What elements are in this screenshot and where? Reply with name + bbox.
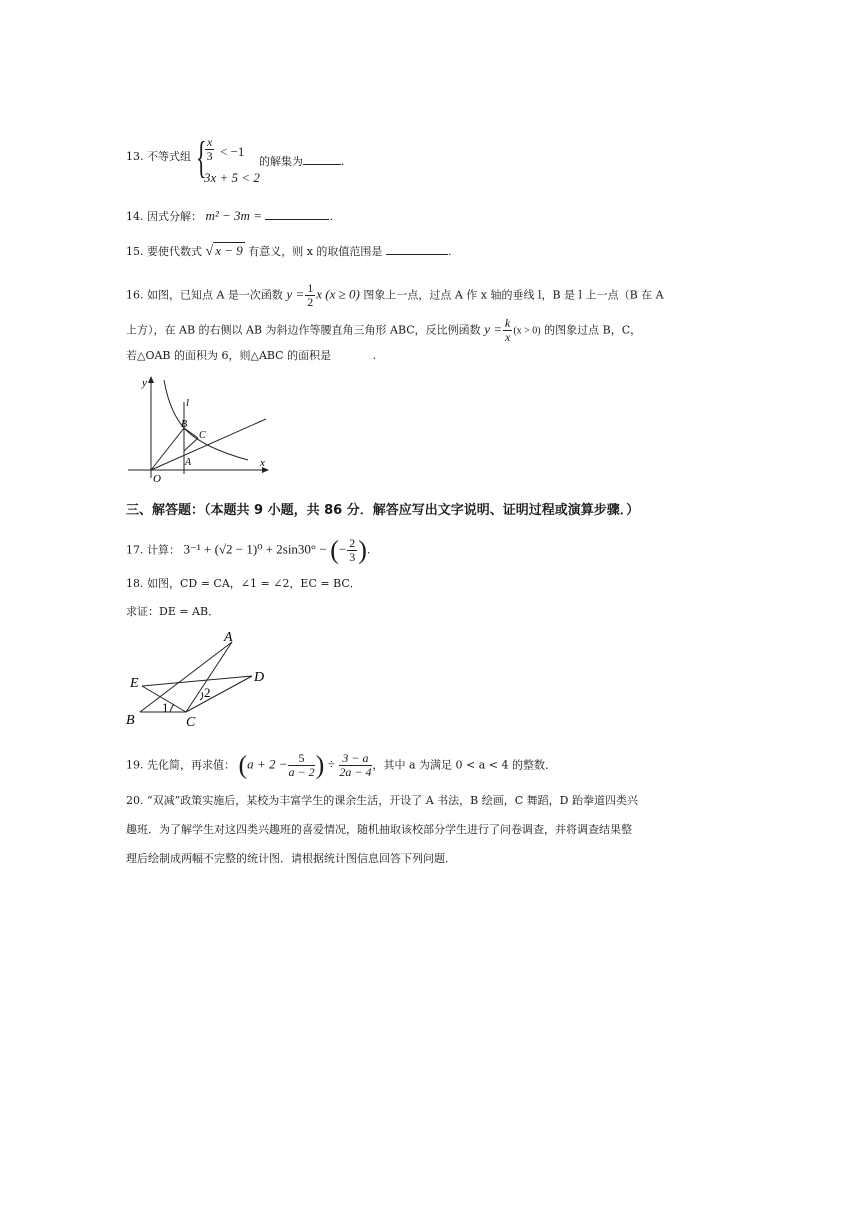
fig18-label-C: C (186, 715, 196, 730)
q19-f1-num: 5 (288, 752, 314, 766)
q19-label: 19. 先化简，再求值： (126, 758, 235, 772)
question-16-line2 (126, 317, 641, 344)
q16-fn-lhs: y = (286, 286, 305, 302)
q15-label: 15. 要使代数式 (126, 245, 202, 258)
question-19 (126, 752, 556, 779)
fig16-label-C: C (199, 430, 206, 441)
q16-after-fn: 图象上一点，过点 A 作 x 轴的垂线 l，B 是 l 上一点（B 在 A (363, 288, 664, 302)
q16-fn-rhs: x (x ≥ 0) (316, 286, 360, 302)
question-18-line2 (126, 605, 219, 619)
fig18-label-D: D (254, 670, 265, 685)
q13-system (196, 133, 266, 188)
q16-fn-num: 1 (307, 281, 314, 295)
segment-CA (186, 642, 232, 712)
q19-f2-num: 3 − a (339, 752, 371, 766)
q13-frac (205, 136, 214, 163)
q17-den: 3 (349, 550, 356, 564)
q16-line2b: 的图象过点 B，C， (544, 323, 642, 337)
fig16-label-l: l (186, 397, 190, 409)
figure-16 (124, 374, 274, 486)
q18-line2: 求证：DE = AB． (126, 605, 220, 618)
q15-end: . (447, 245, 452, 258)
fig18-label-B: B (126, 713, 135, 728)
fig16-label-A: A (185, 457, 192, 468)
q16-line2a: 上方），在 AB 的右侧以 AB 为斜边作等腰直角三角形 ABC，反比例函数 (126, 323, 481, 337)
left-paren-icon: ( (330, 535, 339, 565)
brace-icon: { (196, 133, 207, 182)
q13-num: x (207, 135, 213, 149)
q17-label: 17. 计算： (126, 543, 180, 557)
question-16-line1 (126, 282, 664, 309)
answer-blank (303, 154, 341, 165)
q19-p1: a + 2 − (247, 756, 288, 772)
fig18-label-1: 1 (162, 700, 169, 715)
q16-inv-den: x (504, 330, 511, 344)
q16-fn-den: 2 (307, 295, 314, 309)
q13-rhs1: < −1 (220, 144, 245, 159)
segment-OB (151, 428, 184, 470)
y-axis-arrow-icon (148, 376, 154, 383)
q16-inv-num: k (504, 316, 511, 330)
q13-end: . (341, 155, 345, 168)
question-15 (126, 244, 451, 259)
q19-frac1 (288, 752, 314, 779)
angle-1-arc (170, 704, 174, 712)
question-20 (126, 786, 726, 873)
fig18-label-E: E (130, 676, 139, 691)
q19-frac2 (339, 752, 371, 779)
q17-p1: 3⁻¹ + (√2 − 1)⁰ + 2sin30° − (183, 541, 327, 557)
q20-line: 趣班．为了解学生对这四类兴趣班的喜爱情况，随机抽取该校部分学生进行了问卷调查，并将调查结果整 (126, 823, 632, 836)
hyperbola-curve (164, 380, 248, 460)
fig16-label-O: O (153, 473, 161, 485)
q13-suffix: 的解集为 (259, 155, 303, 168)
right-paren-icon: ) (358, 535, 367, 565)
q14-label: 14. 因式分解： (126, 210, 202, 223)
answer-blank (386, 244, 448, 255)
answer-blank (335, 348, 373, 359)
q19-div: ÷ (327, 756, 335, 772)
q16-line3: 若△OAB 的面积为 6，则△ABC 的面积是 (126, 349, 332, 362)
q20-line: 理后绘制成两幅不完整的统计图．请根据统计图信息回答下列问题． (126, 852, 456, 865)
q14-end: . (329, 210, 333, 223)
fig18-label-2: 2 (204, 685, 211, 700)
segment-BA (140, 642, 232, 712)
figure-18 (120, 626, 280, 732)
section-3-heading: 三、解答题：（本题共 9 小题，共 86 分．解答应写出文字说明、证明过程或演算步骤．） (126, 503, 640, 518)
fig16-axes (128, 378, 268, 478)
right-paren-icon: ) (315, 750, 325, 780)
q19-f1-den: a − 2 (288, 765, 315, 779)
q17-neg: − (338, 541, 347, 557)
q18-line1: 18. 如图，CD = CA，∠1 = ∠2，EC = BC． (126, 577, 361, 590)
angle-2-arc (200, 692, 203, 700)
q19-tail: ，其中 a 为满足 0 < a < 4 的整数． (372, 758, 557, 772)
q19-f2-den: 2a − 4 (339, 765, 372, 779)
fig16-label-x: x (260, 457, 265, 469)
q16-fn-frac (305, 282, 315, 309)
left-paren-icon: ( (238, 750, 248, 780)
answer-blank (265, 209, 329, 220)
segment-AC (184, 438, 198, 451)
question-17 (126, 537, 370, 564)
q17-num: 2 (349, 536, 356, 550)
fig16-label-y: y (142, 377, 147, 389)
q16-label: 16. 如图，已知点 A 是一次函数 (126, 288, 283, 302)
q16-inv-lhs: y = (484, 321, 502, 337)
q13-suffix-row (259, 154, 345, 169)
q16-inv-cond: (x > 0) (513, 325, 541, 337)
question-18-line1 (126, 577, 361, 591)
q13-ineq2: 3x + 5 < 2 (204, 170, 260, 185)
q15-radicand: x − 9 (215, 243, 243, 258)
fig18-label-A: A (224, 630, 233, 645)
q14-expr: m² − 3m = (205, 208, 262, 223)
q20-line: 20. “双减”政策实施后，某校为丰富学生的课余生活，开设了 A 书法，B 绘画，C 舞蹈，D 跆拳道四类兴 (126, 794, 638, 807)
q13-label: 13. 不等式组 (126, 150, 191, 163)
q15-mid: 有意义，则 x 的取值范围是 (248, 245, 383, 258)
fig16-label-B: B (181, 419, 188, 430)
question-14 (126, 209, 333, 224)
linear-function-line (151, 419, 266, 470)
q16-end: . (372, 349, 377, 362)
sqrt-icon: √ (205, 244, 214, 259)
q17-end: . (366, 543, 371, 557)
q16-inv-frac (503, 317, 512, 344)
q13-den: 3 (206, 149, 213, 163)
question-13 (126, 150, 191, 164)
question-16-line3 (126, 348, 376, 363)
q17-frac (347, 537, 357, 564)
